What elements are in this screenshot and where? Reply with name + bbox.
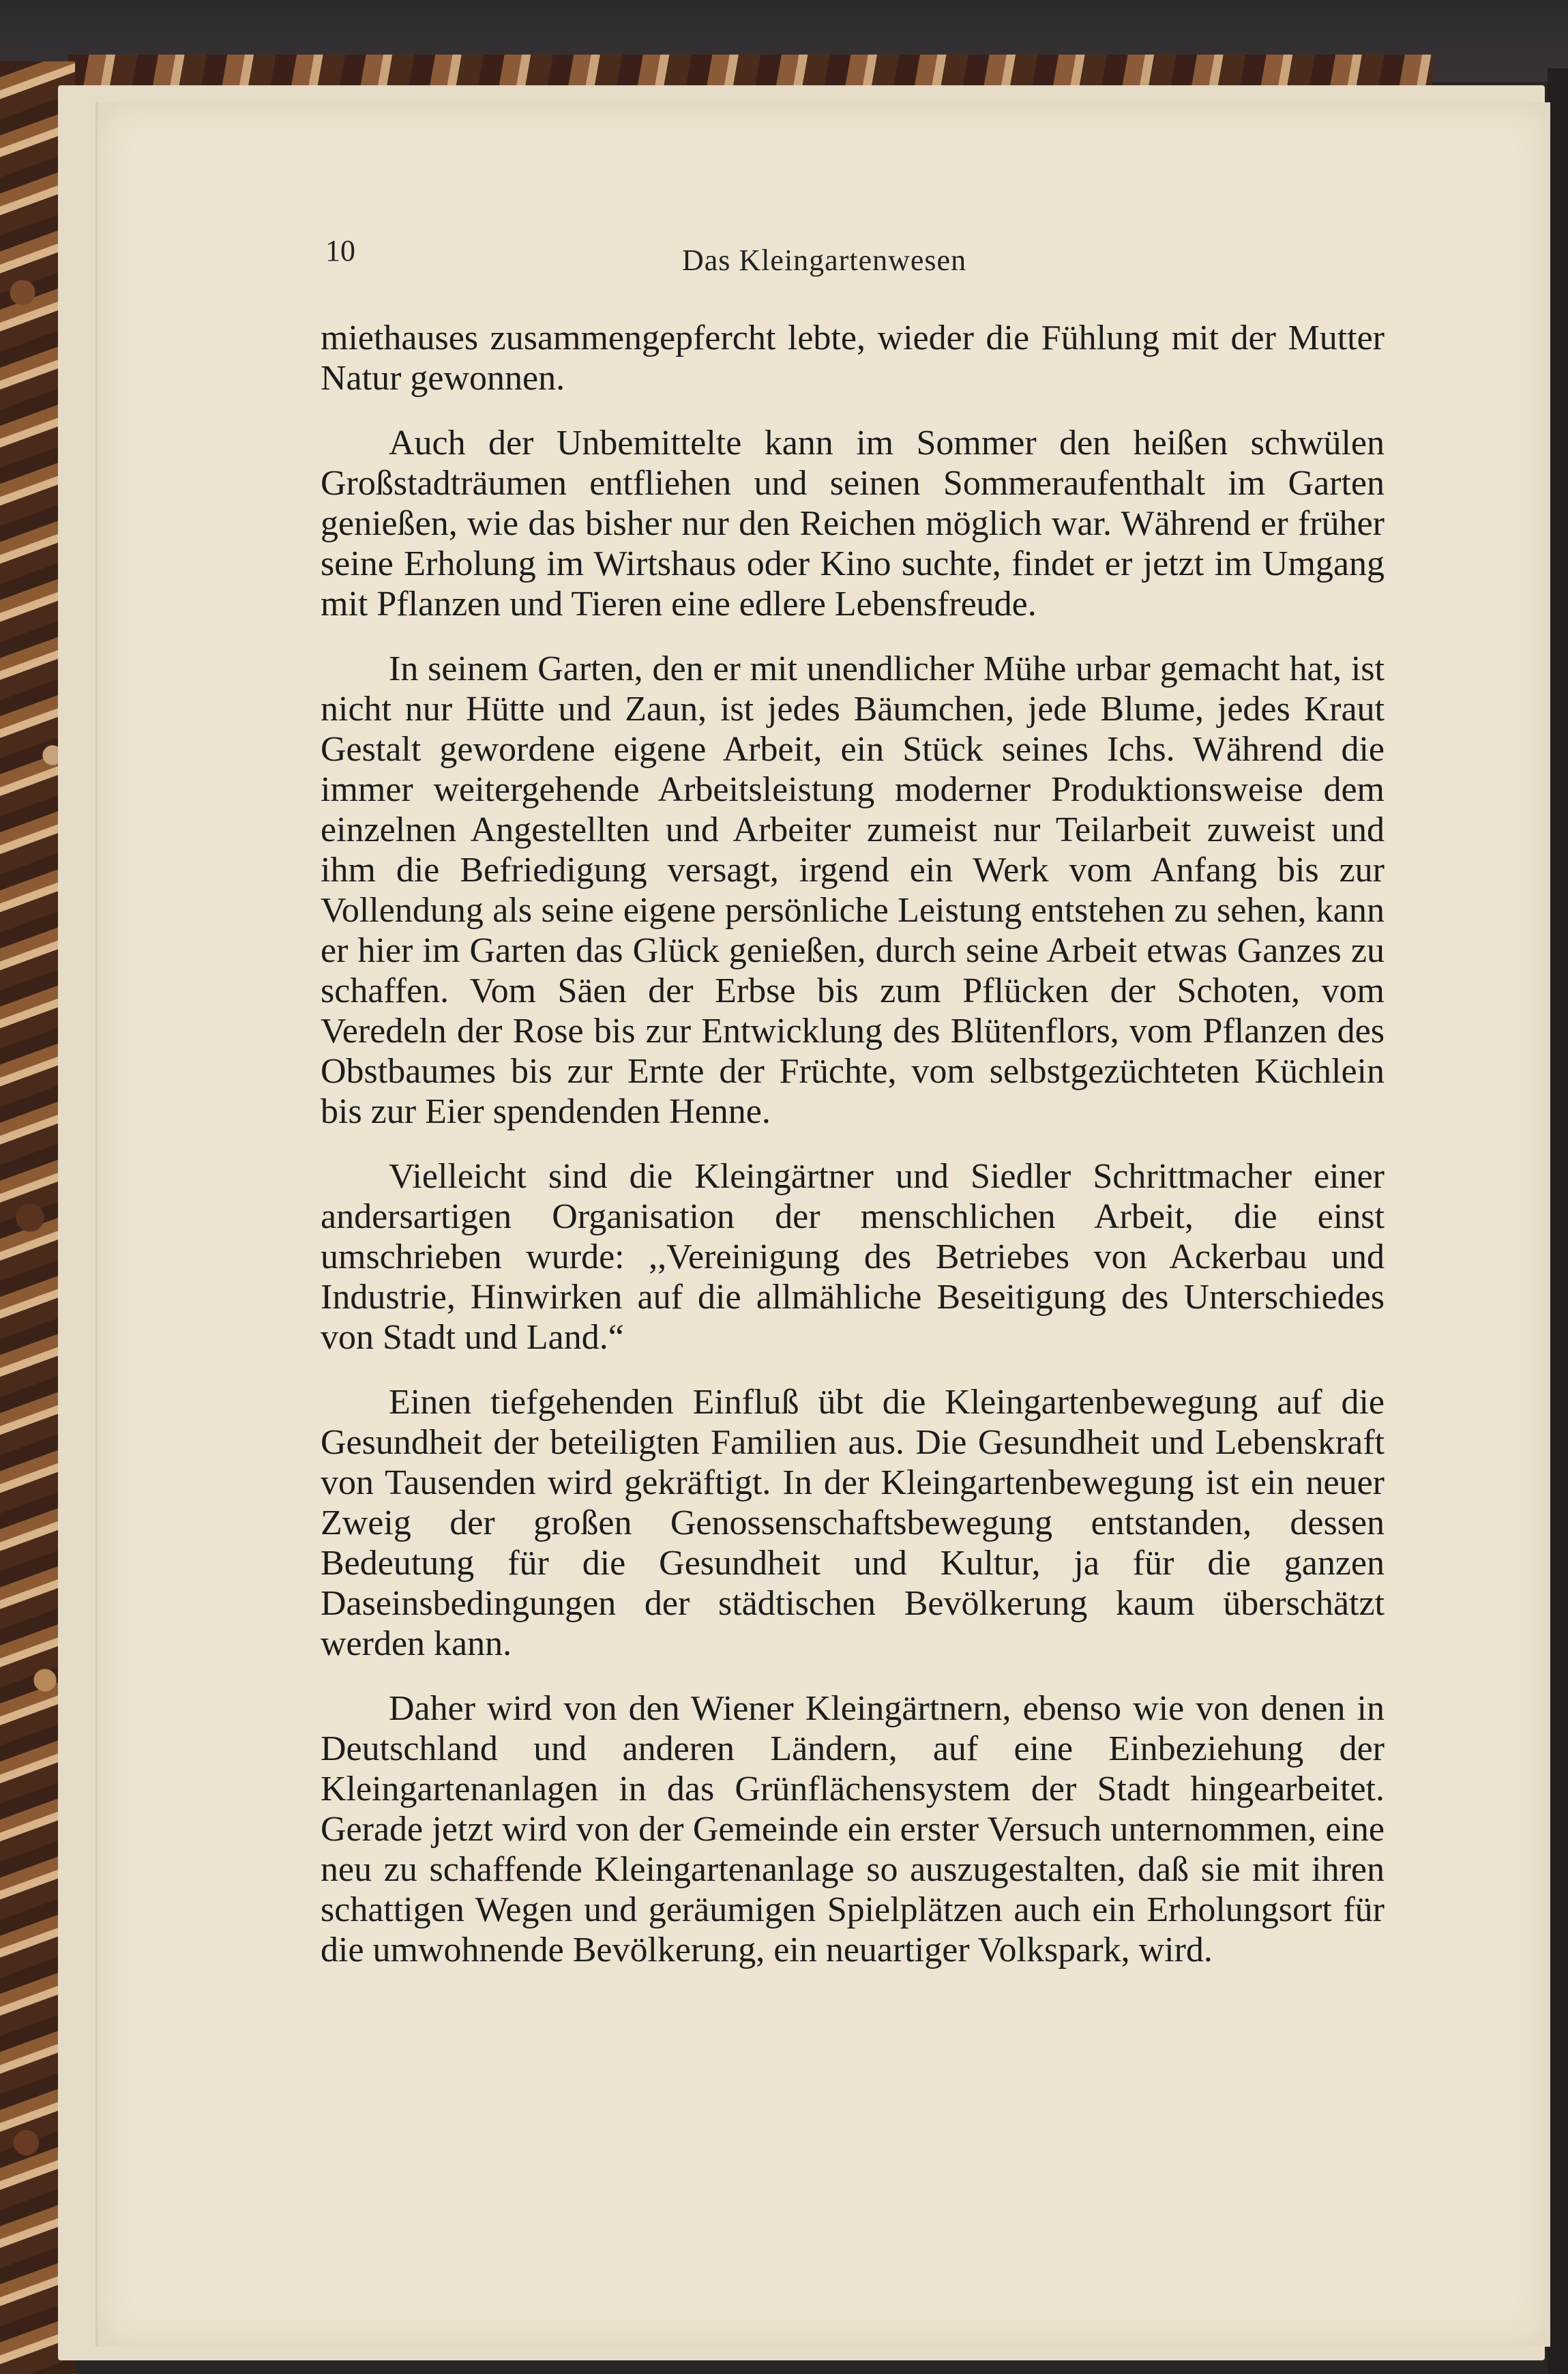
paragraph-2: Auch der Unbemittelte kann im Sommer den heißen schwülen Großstadträumen entfliehen und seinen Sommeraufenthalt im Garten genießen, wie das bisher nur den Reichen möglich war. Während er früher seine Erholung im Wirtshaus oder Kino suchte, findet er jetzt im Umgang mit Pflanzen und Tieren eine edlere Lebensfreude. bbox=[321, 424, 1385, 624]
background-right bbox=[1548, 68, 1568, 2374]
paragraph-5: Einen tiefgehenden Einfluß übt die Kleingartenbewegung auf die Gesundheit der beteiligten Familien aus. Die Gesundheit und Lebenskraft von Tausenden wird gekräftigt. In der Kleingartenbewegung ist ein neuer Zweig der großen Genossenschaftsbewegung entstanden, dessen Bedeutung für die Gesundheit und Kultur, ja für die ganzen Daseinsbedingungen der städtischen Bevölkerung kaum überschätzt werden kann. bbox=[321, 1383, 1385, 1663]
page-number: 10 bbox=[325, 234, 355, 267]
running-head: Das Kleingartenwesen bbox=[682, 244, 967, 277]
body-text bbox=[321, 318, 1385, 1970]
paragraph-1: miethauses zusammengepfercht lebte, wieder die Fühlung mit der Mutter Natur gewonnen. bbox=[321, 319, 1385, 398]
paragraph-6: Daher wird von den Wiener Kleingärtnern, ebenso wie von denen in Deutschland und anderen Ländern, auf eine Einbeziehung der Kleingartenanlagen in das Grünflächensystem der Stadt hingearbeitet. Gerade jetzt wird von der Gemeinde ein erster Versuch unternommen, eine neu zu schaffende Kleingartenanlage so auszugestalten, daß sie mit ihren schattigen Wegen und geräumigen Spielplätzen auch ein Erholungsort für die umwohnende Bevölkerung, ein neuartiger Volkspark, wird. bbox=[321, 1689, 1385, 1969]
paragraph-4: Vielleicht sind die Kleingärtner und Siedler Schrittmacher einer andersartigen Organisation der menschlichen Arbeit, die einst umschrieben wurde: ,,Vereinigung des Betriebes von Ackerbau und Industrie, Hinwirken auf die allmähliche Beseitigung des Unterschiedes von Stadt und Land.“ bbox=[321, 1157, 1385, 1357]
paragraph-3: In seinem Garten, den er mit unendlicher Mühe urbar gemacht hat, ist nicht nur Hütte und Zaun, ist jedes Bäumchen, jede Blume, jedes Kraut Gestalt gewordene eigene Arbeit, ein Stück seines Ichs. Während die immer weitergehende Arbeitsleistung moderner Produktionsweise dem einzelnen Angestellten und Arbeiter zumeist nur Teilarbeit zuweist und ihm die Befriedigung versagt, irgend ein Werk vom Anfang bis zur Vollendung als seine eigene persönliche Leistung entstehen zu sehen, kann er hier im Garten das Glück genießen, durch seine Arbeit etwas Ganzes zu schaffen. Vom Säen der Erbse bis zum Pflücken der Schoten, vom Veredeln der Rose bis zur Entwicklung des Blütenflors, vom Pflanzen des Obstbaumes bis zur Ernte der Früchte, vom selbstgezüchteten Küchlein bis zur Eier spendenden Henne. bbox=[321, 649, 1385, 1131]
